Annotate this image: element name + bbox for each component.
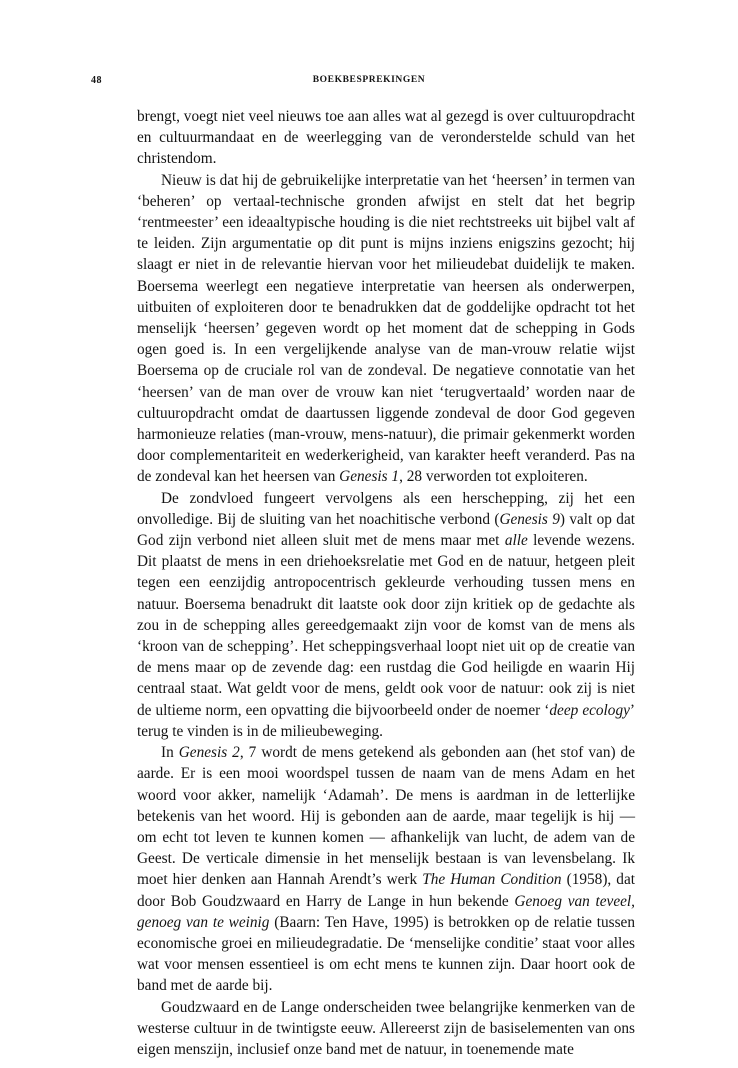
text-span: brengt, voegt niet veel nieuws toe aan alles wat al gezegd is over cultuuropdracht en cultuurmandaat en de weerlegging van de veronderstelde schuld van het christendom. (137, 108, 635, 168)
book-title-genoeg: Genoeg van teveel, genoeg van te weinig (137, 892, 635, 931)
paragraph (137, 170, 635, 488)
body-text (137, 106, 635, 1060)
citation-genesis-9: Genesis 9 (499, 510, 560, 528)
paragraph (137, 742, 635, 996)
text-span: , 7 wordt de mens getekend als gebonden aan (het stof van) de aarde. Er is een mooi woordspel tussen de naam van de mens Adam en het woord voor akker, namelijk ‘Adamah’. De mens is aardman in de letterlijke betekenis van het woord. Hij is gebonden aan de aarde, maar tegelijk is hij — om echt tot leven te kunnen komen — afhankelijk van lucht, de adem van de Geest. De verticale dimensie in het menselijk bestaan is van levensbelang. Ik moet hier denken aan Hannah Arendt’s werk (137, 744, 635, 889)
text-span: , 28 verworden tot exploiteren. (399, 468, 588, 486)
text-span: ) valt op dat God zijn verbond niet alleen sluit met de mens maar met (137, 510, 635, 550)
running-head: BOEKBESPREKINGEN (312, 75, 426, 85)
paragraph (137, 488, 635, 742)
page-number: 48 (91, 75, 102, 86)
text-span: levende wezens. Dit plaatst de mens in een driehoeksrelatie met God en de natuur, hetgeen pleit tegen een eenzijdig antropocentrisch gekleurde verhouding tussen mens en natuur. Boersema benadrukt dit laatste ook door zijn kritiek op de gedachte als zou in de schepping alles gereedgemaakt zijn voor de komst van de mens als ‘kroon van de schepping’. Het scheppingsverhaal loopt niet uit op de creatie van de mens maar op de zevende dag: een rustdag die God heiligde en waarin Hij centraal staat. Wat geldt voor de mens, geldt ook voor de natuur: ook zij is niet de ultieme norm, een opvatting die bijvoorbeeld onder de noemer ‘ (137, 532, 635, 719)
text-span: De zondvloed fungeert vervolgens als een herschepping, zij het een onvolledige. Bij de sluiting van het noachitische verbond ( (137, 489, 635, 528)
term-deep-ecology: deep ecology (549, 701, 630, 719)
paragraph (137, 997, 635, 1061)
paragraph (137, 106, 635, 170)
text-span: (Baarn: Ten Have, 1995) is betrokken op de relatie tussen economische groei en milieudegradatie. De ‘menselijke conditie’ staat voor alles wat voor mensen essentieel is om echt mens te kunnen zijn. Daar hoort ook de band met de aarde bij. (137, 913, 635, 995)
text-span: (1958), dat door Bob Goudzwaard en Harry de Lange in hun bekende (137, 871, 635, 910)
text-span: ’ terug te vinden is in de milieubeweging. (137, 701, 635, 740)
emphasis-alle: alle (504, 532, 528, 550)
citation-genesis-1: Genesis 1 (339, 468, 400, 486)
citation-genesis-2: Genesis 2 (178, 744, 240, 762)
text-span: In (161, 744, 179, 762)
text-span: Goudzwaard en de Lange onderscheiden twee belangrijke kenmerken van de westerse cultuur in de twintigste eeuw. Allereerst zijn de basiselementen van ons eigen menszijn, inclusief onze band met de natuur, in toenemende mate (137, 998, 635, 1058)
book-title-human-condition: The Human Condition (422, 871, 562, 889)
text-span: Nieuw is dat hij de gebruikelijke interpretatie van het ‘heersen’ in termen van ‘beheren’ op vertaal-technische gronden afwijst en stelt dat het begrip ‘rentmeester’ een ideaaltypische houding is die niet rechtstreeks uit bijbel valt af te leiden. Zijn argumentatie op dit punt is mijns inziens enigszins gezocht; hij slaagt er niet in de relevantie hiervan voor het milieudebat duidelijk te maken. Boersema weerlegt een negatieve interpretatie van heersen als onderwerpen, uitbuiten of exploiteren door te benadrukken dat de goddelijke opdracht tot het menselijk ‘heersen’ gegeven wordt op het moment dat de schepping in Gods ogen goed is. In een vergelijkende analyse van de man-vrouw relatie wijst Boersema op de cruciale rol van de zondeval. De negatieve connotatie van het ‘heersen’ van de man over de vrouw kan niet ‘terugvertaald’ worden naar de cultuuropdracht omdat de daartussen liggende zondeval de door God gegeven harmonieuze relaties (man-vrouw, mens-natuur), die primair gekenmerkt worden door complementariteit en wederkerigheid, van karakter heeft veranderd. Pas na de zondeval kan het heersen van (137, 171, 635, 486)
